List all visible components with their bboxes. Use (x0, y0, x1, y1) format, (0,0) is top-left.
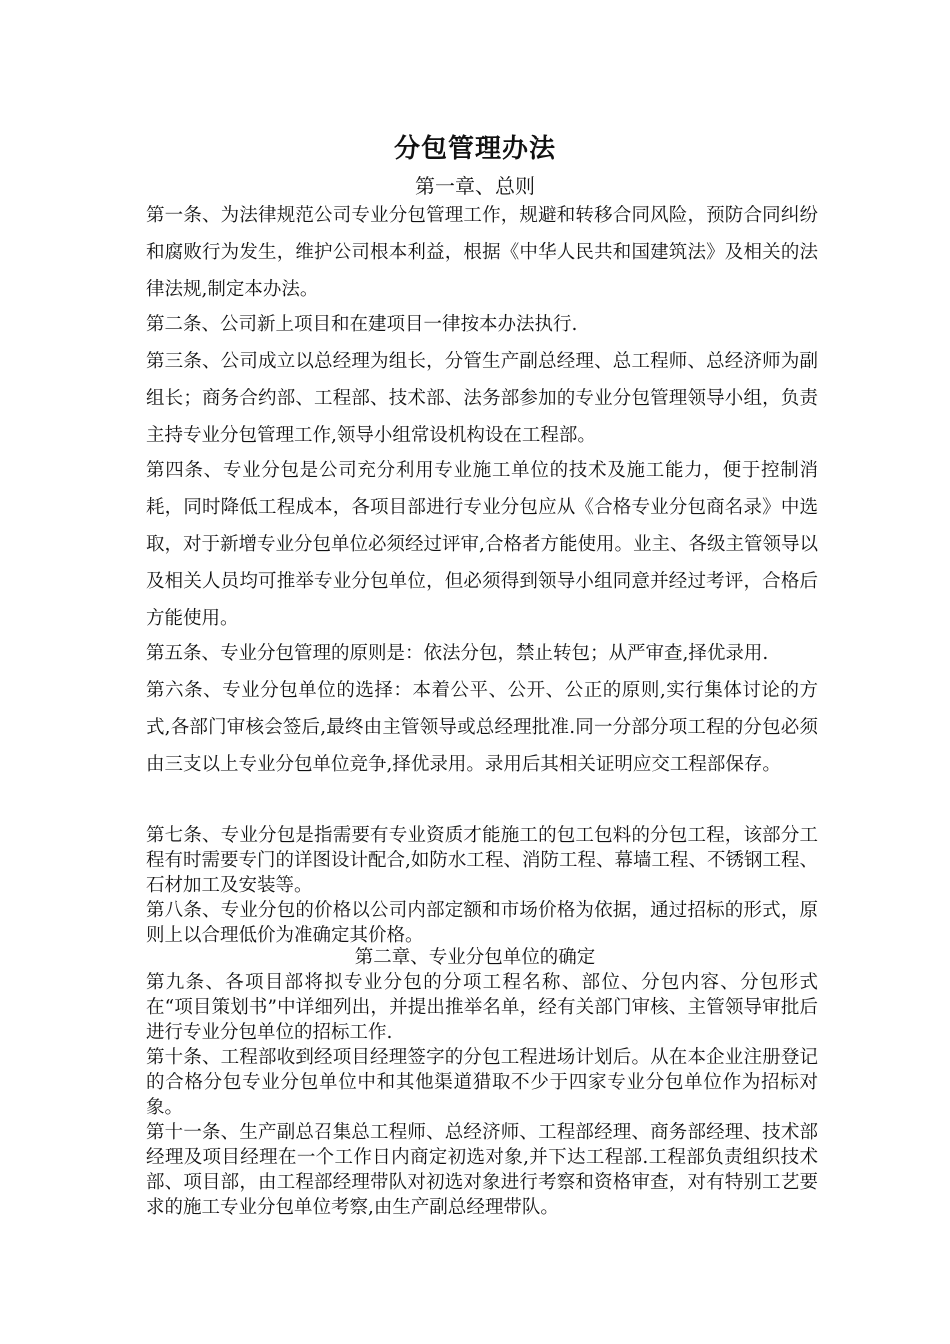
article-1: 第一条、为法律规范公司专业分包管理工作，规避和转移合同风险，预防合同纠纷和腐败行为发生，维护公司根本利益，根据《中华人民共和国建筑法》及相关的法律法规,制定本办法。 (146, 205, 818, 300)
article-9: 第九条、各项目部将拟专业分包的分项工程名称、部位、分包内容、分包形式在“项目策划书”中详细列出，并提出推举名单，经有关部门审核、主管领导审批后进行专业分包单位的招标工作. (146, 972, 818, 1043)
article-3: 第三条、公司成立以总经理为组长，分管生产副总经理、总工程师、总经济师为副组长；商务合约部、工程部、技术部、法务部参加的专业分包管理领导小组，负责主持专业分包管理工作,领导小组常设机构设在工程部。 (146, 351, 818, 446)
article-6: 第六条、专业分包单位的选择：本着公平、公开、公正的原则,实行集体讨论的方式,各部门审核会签后,最终由主管领导或总经理批准.同一分部分项工程的分包必须由三支以上专业分包单位竞争,择优录用。录用后其相关证明应交工程部保存。 (146, 680, 818, 775)
article-4: 第四条、专业分包是公司充分利用专业施工单位的技术及施工能力，便于控制消耗，同时降低工程成本，各项目部进行专业分包应从《合格专业分包商名录》中选取，对于新增专业分包单位必须经过评审,合格者方能使用。业主、各级主管领导以及相关人员均可推举专业分包单位，但必须得到领导小组同意并经过考评，合格后方能使用。 (146, 460, 818, 629)
chapter-heading-2: 第二章、专业分包单位的确定 (354, 947, 596, 968)
article-5: 第五条、专业分包管理的原则是：依法分包，禁止转包；从严审查,择优录用. (146, 643, 769, 664)
article-2: 第二条、公司新上项目和在建项目一律按本办法执行. (146, 314, 578, 335)
article-10: 第十条、工程部收到经项目经理签字的分包工程进场计划后。从在本企业注册登记的合格分包专业分包单位中和其他渠道猎取不少于四家专业分包单位作为招标对象。 (146, 1047, 818, 1118)
document-title: 分包管理办法 (393, 134, 556, 164)
article-7: 第七条、专业分包是指需要有专业资质才能施工的包工包料的分包工程，该部分工程有时需要专门的详图设计配合,如防水工程、消防工程、幕墙工程、不锈钢工程、石材加工及安装等。 (146, 825, 818, 896)
article-8: 第八条、专业分包的价格以公司内部定额和市场价格为依据，通过招标的形式，原则上以合理低价为准确定其价格。 (146, 900, 818, 946)
article-11: 第十一条、生产副总召集总工程师、总经济师、工程部经理、商务部经理、技术部经理及项目经理在一个工作日内商定初选对象,并下达工程部.工程部负责组织技术部、项目部，由工程部经理带队对初选对象进行考察和资格审查，对有特别工艺要求的施工专业分包单位考察,由生产副总经理带队。 (146, 1122, 818, 1218)
chapter-heading-1: 第一章、总则 (415, 174, 535, 198)
